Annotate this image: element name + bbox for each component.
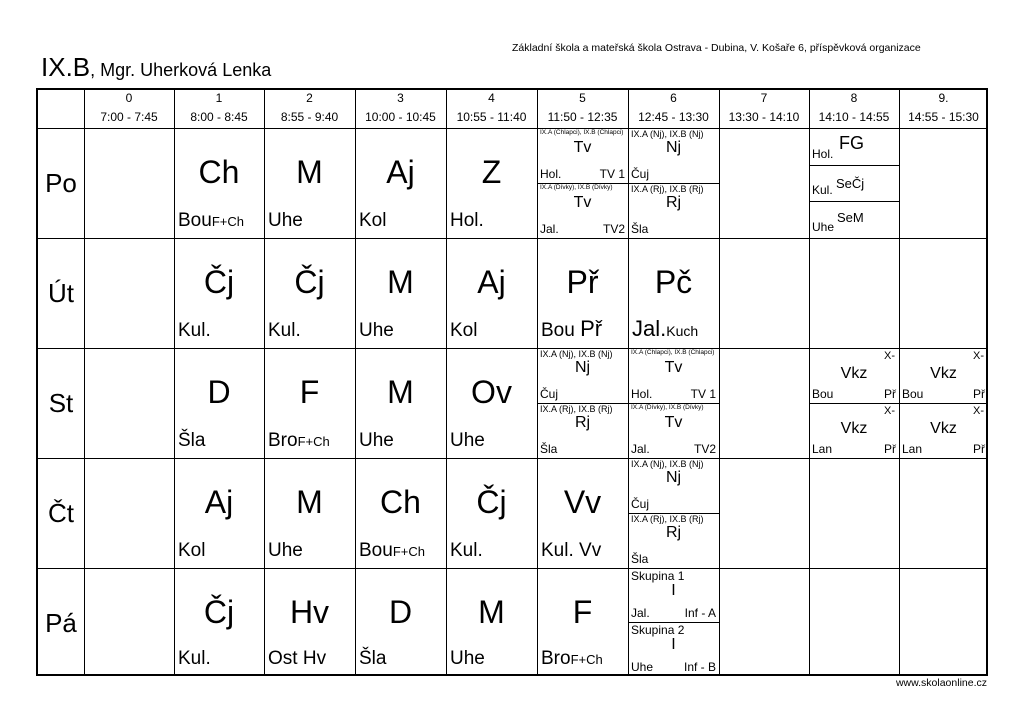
lesson-cell: Vv Kul. Vv — [541, 484, 602, 561]
day-label: Čt — [48, 498, 74, 528]
period-header: 3 10:00 - 10:45 — [365, 91, 436, 124]
lesson-cell: Aj Kol — [178, 484, 234, 561]
day-label: Pá — [45, 608, 77, 638]
day-label: Po — [45, 168, 77, 198]
timetable-title — [41, 52, 271, 83]
lesson-cell: F BroF+Ch — [268, 374, 330, 451]
lesson-cell: Ch BouF+Ch — [359, 484, 425, 561]
footer-url: www.skolaonline.cz — [895, 677, 987, 689]
split-lesson-cell: X- Vkz Bou Př X- Vkz Lan Př — [899, 348, 988, 458]
split-lesson-cell: X- Vkz Bou Př X- Vkz Lan Př — [809, 348, 899, 458]
split-lesson-cell: IX.A (Nj), IX.B (Nj) Nj Čuj IX.A (Rj), IX.B (Rj) Rj Šla — [628, 128, 719, 238]
class-teacher: , Mgr. Uherková Lenka — [90, 60, 272, 80]
lesson-cell: Ov Uhe — [450, 374, 512, 451]
school-name: Základní škola a mateřská škola Ostrava - Dubina, V. Košaře 6, příspěvková organizace — [512, 42, 921, 54]
lesson-cell: Pč Jal.Kuch — [632, 264, 699, 341]
timetable-grid — [36, 88, 988, 676]
split-lesson-cell: Hol. FG Kul. SeČj Uhe SeM — [809, 128, 899, 238]
lesson-cell: M Uhe — [268, 484, 323, 561]
split-lesson-cell: IX.A (Nj), IX.B (Nj) Nj Čuj IX.A (Rj), IX.B (Rj) Rj Šla — [628, 458, 719, 568]
lesson-cell: D Šla — [178, 374, 231, 451]
lesson-cell: M Uhe — [268, 154, 323, 231]
class-name: IX.B — [41, 52, 91, 82]
split-lesson-cell: Skupina 1 I Jal. Inf - A Skupina 2 I Uhe Inf - B — [628, 568, 719, 676]
lesson-cell: Hv Ost Hv — [268, 594, 330, 669]
lesson-cell: M Uhe — [450, 594, 505, 669]
lesson-cell: Př Bou Př — [541, 264, 603, 341]
day-label: Út — [48, 278, 74, 308]
split-lesson-cell: IX.A (Chlapci), IX.B (Chlapci) Tv Hol. TV 1 IX.A (Dívky), IX.B (Dívky) Tv Jal. TV2 — [537, 128, 628, 238]
period-header: 5 11:50 - 12:35 — [547, 91, 618, 124]
lesson-cell: Aj Kol — [450, 264, 506, 341]
lesson-cell: M Uhe — [359, 264, 414, 341]
lesson-cell: Čj Kul. — [178, 264, 235, 341]
lesson-cell: D Šla — [359, 594, 413, 669]
split-lesson-cell: IX.A (Nj), IX.B (Nj) Nj Čuj IX.A (Rj), IX.B (Rj) Rj Šla — [537, 348, 628, 458]
period-header: 1 8:00 - 8:45 — [190, 91, 248, 124]
lesson-cell: Čj Kul. — [178, 594, 235, 669]
lesson-cell: Ch BouF+Ch — [178, 154, 244, 231]
period-header: 2 8:55 - 9:40 — [280, 91, 339, 124]
period-header: 6 12:45 - 13:30 — [638, 91, 709, 124]
period-header: 8 14:10 - 14:55 — [818, 91, 890, 124]
lesson-cell: Z Hol. — [450, 154, 502, 231]
lesson-cell: Čj Kul. — [268, 264, 325, 341]
period-header: 4 10:55 - 11:40 — [456, 91, 527, 124]
lesson-cell: Čj Kul. — [450, 484, 507, 561]
lesson-cell: Aj Kol — [359, 154, 415, 231]
split-lesson-cell: IX.A (Chlapci), IX.B (Chlapci) Tv Hol. TV 1 IX.A (Dívky), IX.B (Dívky) Tv Jal. TV2 — [628, 348, 719, 458]
lesson-cell: M Uhe — [359, 374, 414, 451]
period-header: 9. 14:55 - 15:30 — [908, 91, 979, 124]
period-header: 7 13:30 - 14:10 — [728, 91, 800, 124]
lesson-cell: F BroF+Ch — [541, 594, 603, 669]
period-header: 0 7:00 - 7:45 — [100, 91, 158, 124]
day-label: St — [48, 388, 74, 418]
